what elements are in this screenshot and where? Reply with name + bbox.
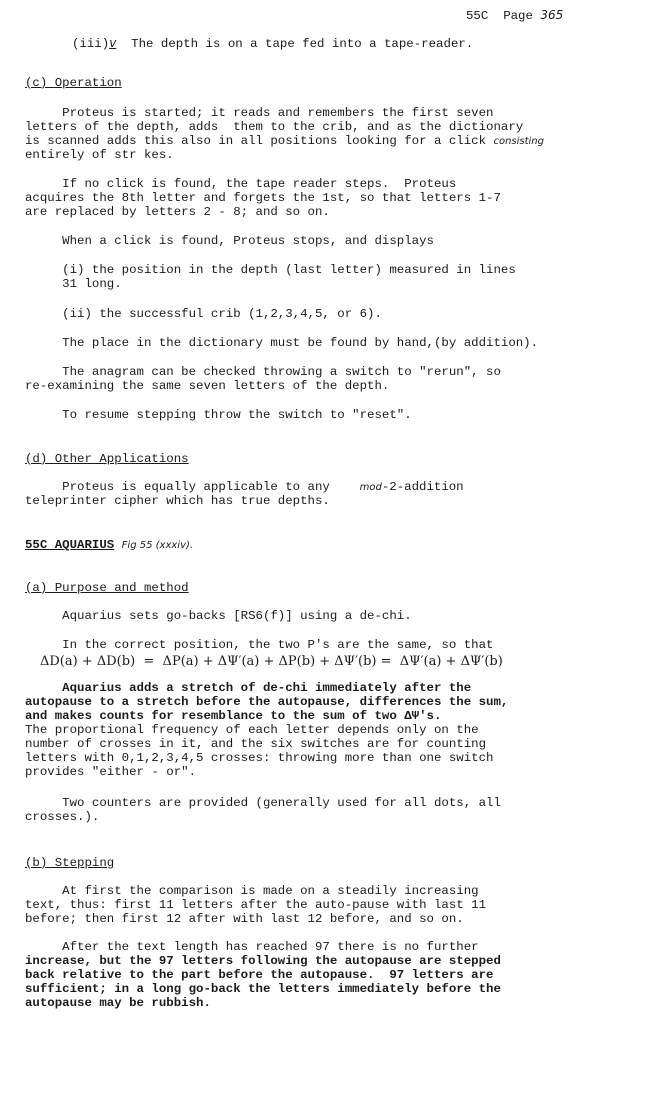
- operation-paragraph-anagram-line-2: re-examining the same seven letters of the depth.: [25, 379, 390, 393]
- other-paragraph-line-1: Proteus is equally applicable to any mod-2-addition: [25, 480, 464, 494]
- stepping-paragraph-2-line-4: sufficient; in a long go-back the letters immediately before the: [25, 982, 501, 996]
- purpose-paragraph-1: Aquarius sets go-backs [RS6(f)] using a de-chi.: [25, 609, 412, 623]
- page-header: [466, 8, 563, 23]
- aquarius-heading: 55C AQUARIUS: [25, 538, 115, 552]
- operation-paragraph-3: When a click is found, Proteus stops, and displays: [25, 234, 434, 248]
- stepping-paragraph-2-line-5: autopause may be rubbish.: [25, 996, 211, 1010]
- stepping-paragraph-1-line-2: text, thus: first 11 letters after the auto-pause with last 11: [25, 898, 487, 912]
- stepping-paragraph-1-line-3: before; then first 12 after with last 12 before, and so on.: [25, 912, 464, 926]
- purpose-paragraph-3-line-5: number of crosses in it, and the six switches are for counting: [25, 737, 487, 751]
- purpose-paragraph-2: In the correct position, the two P's are the same, so that: [25, 638, 494, 652]
- operation-paragraph-anagram-line-1: The anagram can be checked throwing a switch to "rerun", so: [25, 365, 501, 379]
- handwritten-tick-mark: v: [109, 36, 117, 50]
- operation-paragraph-resume: To resume stepping throw the switch to "reset".: [25, 408, 412, 422]
- operation-paragraph-1-line-1: Proteus is started; it reads and remembers the first seven: [25, 106, 494, 120]
- purpose-paragraph-4-line-2: crosses.).: [25, 810, 100, 824]
- operation-paragraph-2-line-3: are replaced by letters 2 - 8; and so on.: [25, 205, 330, 219]
- purpose-paragraph-4-line-1: Two counters are provided (generally used for all dots, all: [25, 796, 501, 810]
- operation-paragraph-1-line-2: letters of the depth, adds them to the crib, and as the dictionary: [25, 120, 524, 134]
- item-iii-number: (iii): [72, 37, 110, 51]
- handwritten-insertion-mod: mod: [359, 482, 382, 493]
- purpose-paragraph-3-line-7: provides "either - or".: [25, 765, 197, 779]
- section-heading-other-applications: (d) Other Applications: [25, 452, 189, 466]
- purpose-paragraph-3-line-2: autopause to a stretch before the autopause, differences the sum,: [25, 695, 509, 709]
- item-iii-text: The depth is on a tape fed into a tape-reader.: [131, 37, 474, 51]
- item-iii: [72, 36, 473, 51]
- other-paragraph-line-2: teleprinter cipher which has true depths.: [25, 494, 330, 508]
- operation-paragraph-1-line-3: is scanned adds this also in all positions looking for a click consisting: [25, 134, 544, 148]
- operation-paragraph-2-line-2: acquires the 8th letter and forgets the 1st, so that letters 1-7: [25, 191, 501, 205]
- stepping-paragraph-2-line-2: increase, but the 97 letters following the autopause are stepped: [25, 954, 501, 968]
- operation-item-i-line-2: 31 long.: [25, 277, 122, 291]
- handwritten-formula: ΔD(a) + ΔD(b) = ΔP(a) + ΔΨ′(a) + ΔP(b) + ΔΨ′(b) = ΔΨ′(a) + ΔΨ′(b): [40, 654, 503, 669]
- purpose-paragraph-3-line-1: Aquarius adds a stretch of de-chi immediately after the: [25, 681, 472, 695]
- handwritten-insertion-consisting: consisting: [493, 136, 544, 147]
- aquarius-title: [25, 538, 193, 553]
- operation-paragraph-1-line-4: entirely of str kes.: [25, 148, 174, 162]
- operation-paragraph-2-line-1: If no click is found, the tape reader steps. Proteus: [25, 177, 457, 191]
- section-heading-stepping: (b) Stepping: [25, 856, 115, 870]
- stepping-paragraph-2-line-3: back relative to the part before the autopause. 97 letters are: [25, 968, 494, 982]
- page-label: Page: [503, 9, 533, 23]
- purpose-paragraph-3-line-4: The proportional frequency of each letter depends only on the: [25, 723, 479, 737]
- section-heading-operation: (c) Operation: [25, 76, 122, 90]
- handwritten-figure-reference: Fig 55 (xxxiv).: [121, 540, 194, 551]
- operation-paragraph-place: The place in the dictionary must be found by hand,(by addition).: [25, 336, 539, 350]
- stepping-paragraph-2-line-1: After the text length has reached 97 there is no further: [25, 940, 479, 954]
- stepping-paragraph-1-line-1: At first the comparison is made on a steadily increasing: [25, 884, 479, 898]
- section-number: 55C: [466, 9, 489, 23]
- operation-item-i-line-1: (i) the position in the depth (last letter) measured in lines: [25, 263, 516, 277]
- purpose-paragraph-3-line-3: and makes counts for resemblance to the sum of two ΔΨ's.: [25, 709, 442, 723]
- operation-item-ii: (ii) the successful crib (1,2,3,4,5, or 6).: [25, 307, 382, 321]
- purpose-paragraph-3-line-6: letters with 0,1,2,3,4,5 crosses: throwing more than one switch: [25, 751, 494, 765]
- page-number: 365: [540, 8, 564, 22]
- section-heading-purpose: (a) Purpose and method: [25, 581, 189, 595]
